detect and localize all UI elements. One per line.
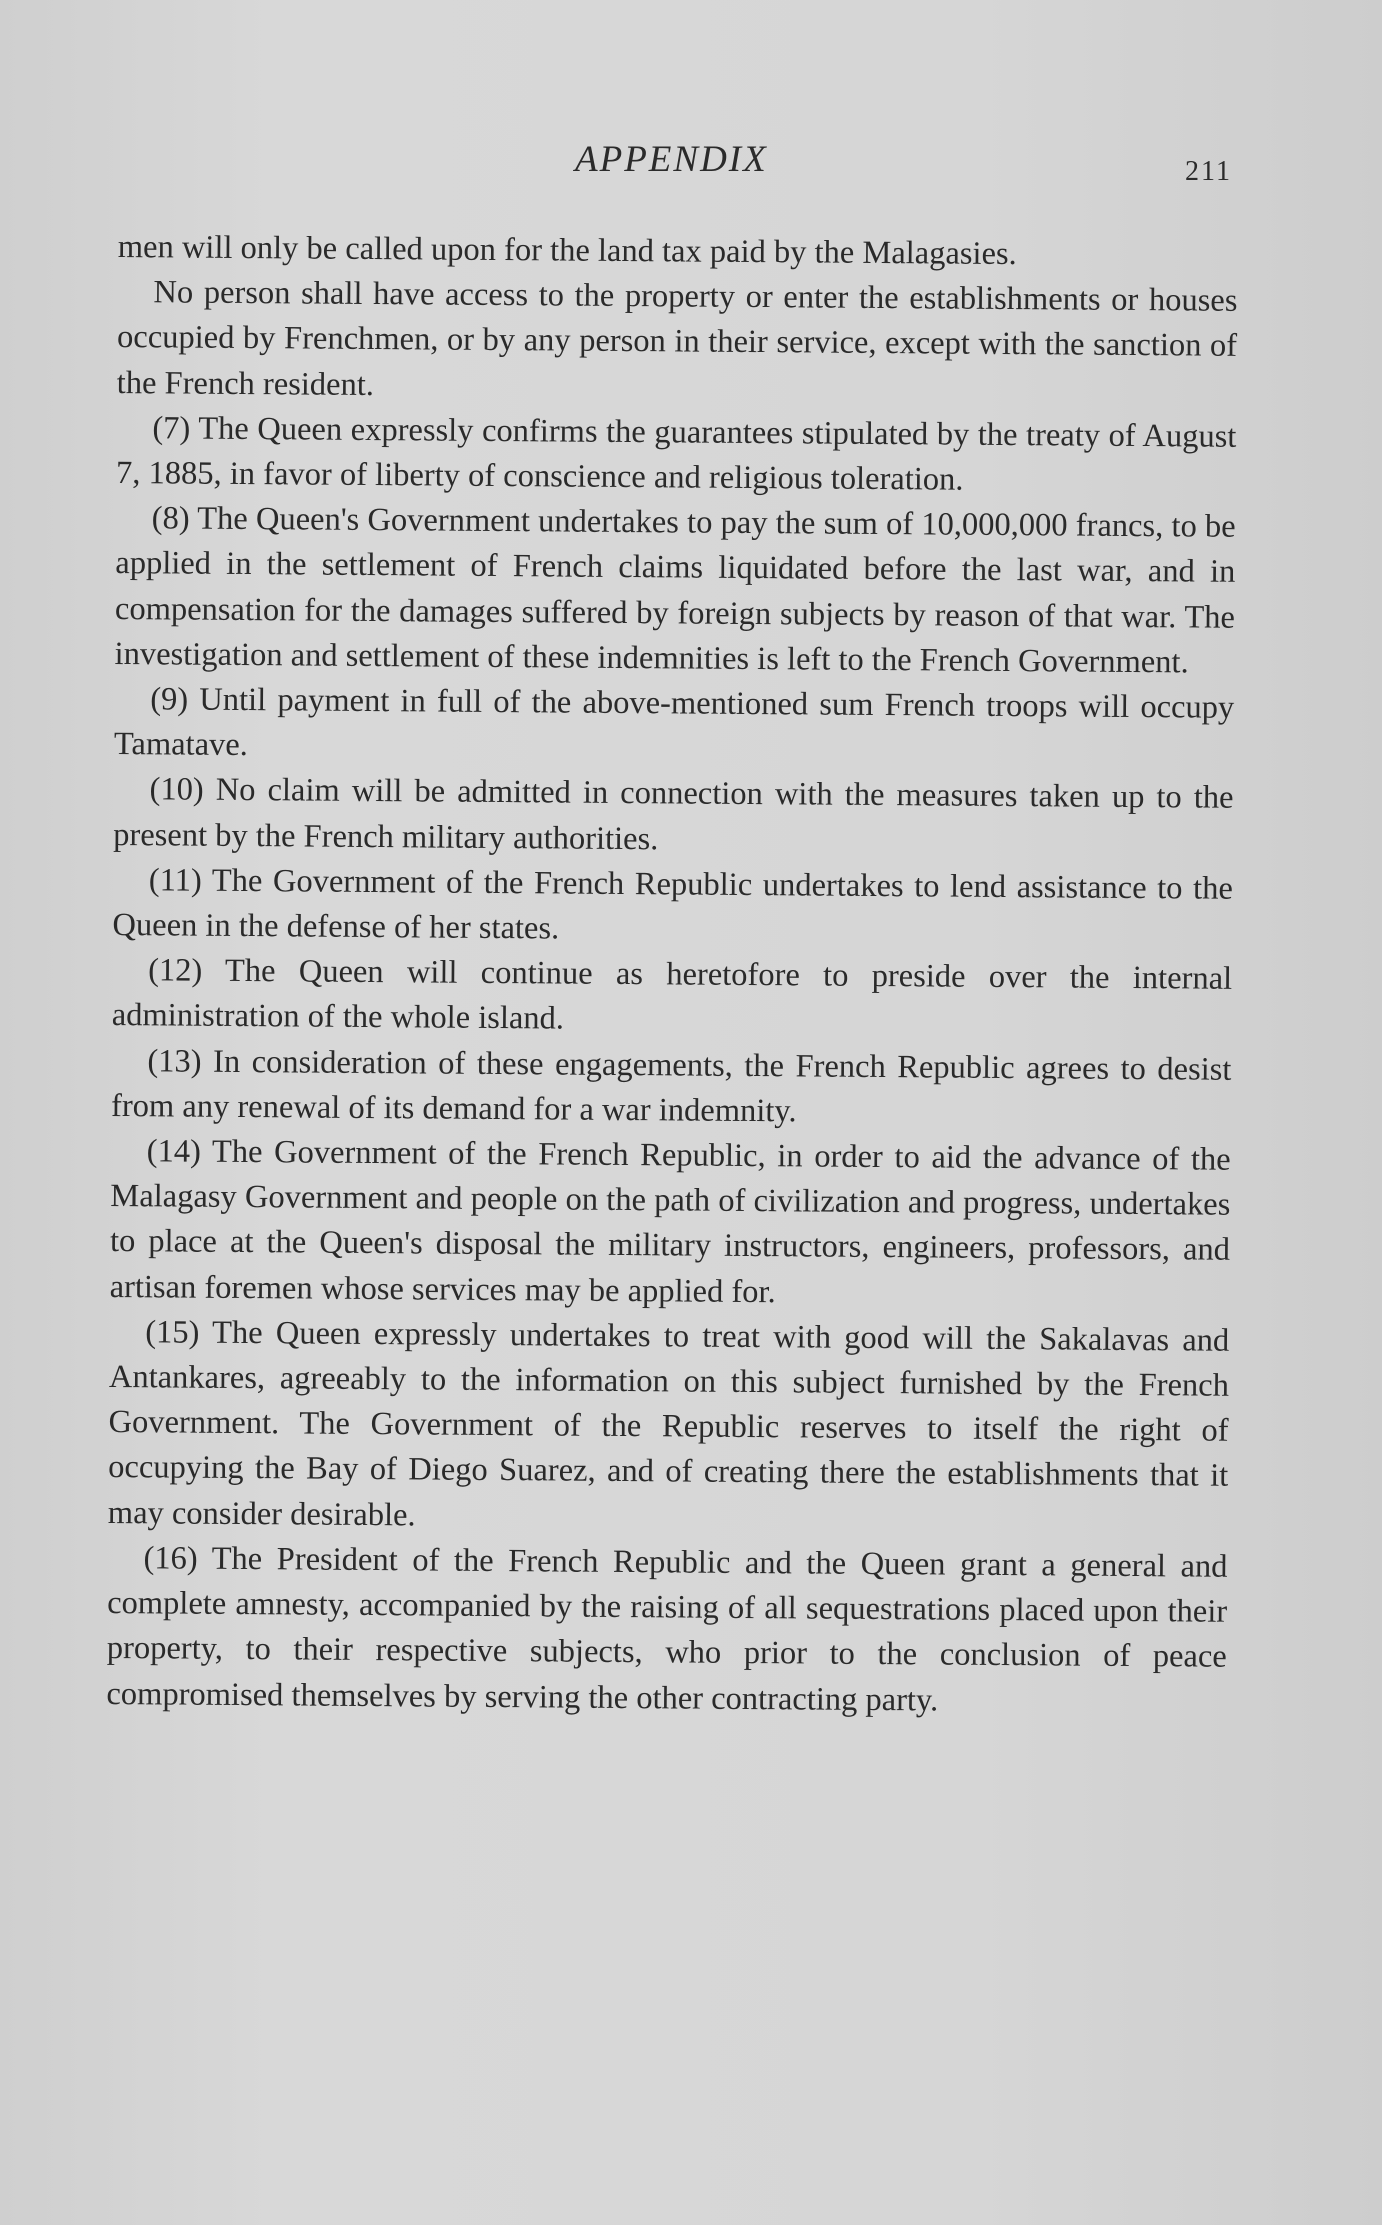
paragraph-continuation: men will only be called upon for the land tax paid by the Malagasies. (117, 228, 1017, 273)
article-16: (16) The President of the French Republic and the Queen grant a general and complete amnesty, accompanied by the raising of all sequestrations placed upon their property, to their respective subjects, who prior to the conclusion of peace compromised themselves by serving the other contracting party. (106, 1540, 1228, 1718)
article-7: (7) The Queen expressly confirms the guarantees stipulated by the treaty of August 7, 1885, in favor of liberty of conscience and religious toleration. (115, 410, 1237, 498)
article-13: (13) In consideration of these engagements, the French Republic agrees to desist from any renewal of its demand for a war indemnity. (110, 1042, 1232, 1130)
page-header (0, 138, 1382, 188)
body-text (106, 225, 1238, 1725)
article-14: (14) The Government of the French Republic, in order to aid the advance of the Malagasy Government and people on the path of civilization and progress, undertakes to place at the Queen's disposal the military instructors, engineers, professors, and artisan foremen whose services may be applied for. (109, 1133, 1231, 1310)
article-9: (9) Until payment in full of the above-mentioned sum French troops will occupy Tamatave. (113, 681, 1235, 764)
article-15: (15) The Queen expressly undertakes to treat with good will the Sakalavas and Antankares, agreeably to the information on this subject furnished by the French Government. The Government of the Republic reserves to itself the right of occupying the Bay of Diego Suarez, and of creating there the establishments that it may consider desirable. (107, 1314, 1230, 1534)
paragraph-access: No person shall have access to the property or enter the establishments or houses occupied by Frenchmen, or by any person in their service, except with the sanction of the French resident. (116, 274, 1238, 403)
page-number: 211 (1185, 156, 1232, 187)
article-11: (11) The Government of the French Republic undertakes to lend assistance to the Queen in the defense of her states. (112, 862, 1233, 947)
article-10: (10) No claim will be admitted in connection with the measures taken up to the present by the French military authorities. (113, 771, 1234, 857)
running-head: APPENDIX (575, 139, 768, 180)
article-12: (12) The Queen will continue as heretofore to preside over the internal administration of the whole island. (111, 952, 1233, 1037)
article-8: (8) The Queen's Government undertakes to pay the sum of 10,000,000 francs, to be applied in the settlement of French claims liquidated before the last war, and in compensation for the damages suffered by foreign subjects by reason of that war. The investigation and settlement of these indemnities is left to the French Government. (114, 500, 1236, 681)
